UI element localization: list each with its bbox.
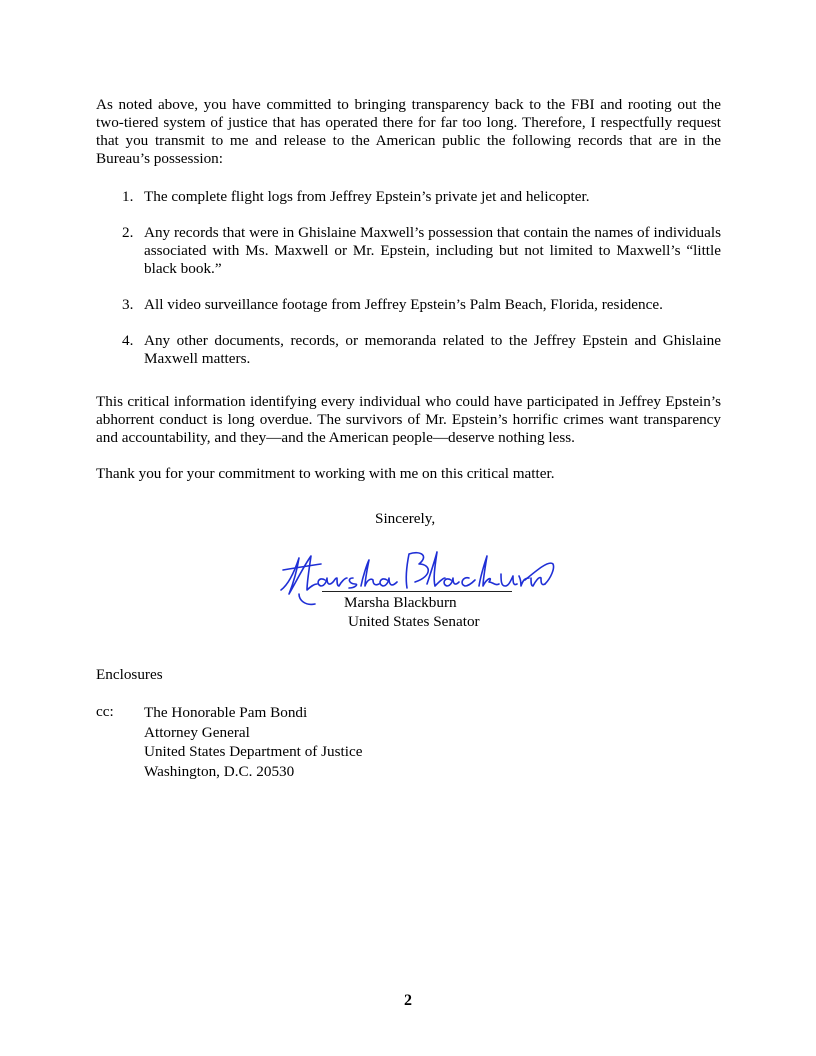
page-number: 2 (404, 992, 412, 1009)
list-item-number: 3. (122, 296, 134, 313)
list-item-text: Any other documents, records, or memoranda related to the Jeffrey Epstein and Ghislaine Maxwell matters. (144, 332, 721, 367)
cc-line: United States Department of Justice (144, 743, 363, 760)
body-paragraph-3: Thank you for your commitment to working with me on this critical matter. (96, 465, 555, 482)
list-item-text: Any records that were in Ghislaine Maxwell’s possession that contain the names of individuals associated with Ms. Maxwell or Mr. Epstein, including but not limited to Maxwell’s “little black book.” (144, 224, 721, 277)
cc-line: Attorney General (144, 723, 250, 741)
list-item (96, 332, 721, 368)
signer-name: Marsha Blackburn (344, 594, 457, 611)
signature-line (322, 591, 512, 592)
cc-recipient-block (144, 703, 362, 781)
list-item (96, 188, 721, 206)
list-item-text: All video surveillance footage from Jeffrey Epstein’s Palm Beach, Florida, residence. (144, 296, 663, 313)
list-item-number: 1. (122, 188, 134, 205)
list-item (96, 296, 721, 314)
cc-line: Washington, D.C. 20530 (144, 762, 295, 780)
enclosures-label: Enclosures (96, 666, 163, 683)
body-paragraph-1: As noted above, you have committed to bringing transparency back to the FBI and rooting out the two-tiered system of justice that has operated there for far too long. Therefore, I respectfully request that you transmit to me and release to the American public the following records that are in the Bureau’s possession: (96, 96, 721, 167)
records-list (96, 188, 721, 368)
signer-title: United States Senator (348, 613, 480, 630)
list-item-number: 2. (122, 224, 134, 241)
list-item-number: 4. (122, 332, 134, 349)
cc-label: cc: (96, 703, 114, 720)
cc-line: The Honorable Pam Bondi (144, 704, 308, 721)
list-item-text: The complete flight logs from Jeffrey Epstein’s private jet and helicopter. (144, 188, 590, 205)
list-item (96, 224, 721, 278)
closing-salutation: Sincerely, (375, 510, 436, 527)
body-paragraph-2: This critical information identifying every individual who could have participated in Jeffrey Epstein’s abhorrent conduct is long overdue. The survivors of Mr. Epstein’s horrific crimes want transparency and accountability, and they—and the American people—deserve nothing less. (96, 393, 721, 446)
